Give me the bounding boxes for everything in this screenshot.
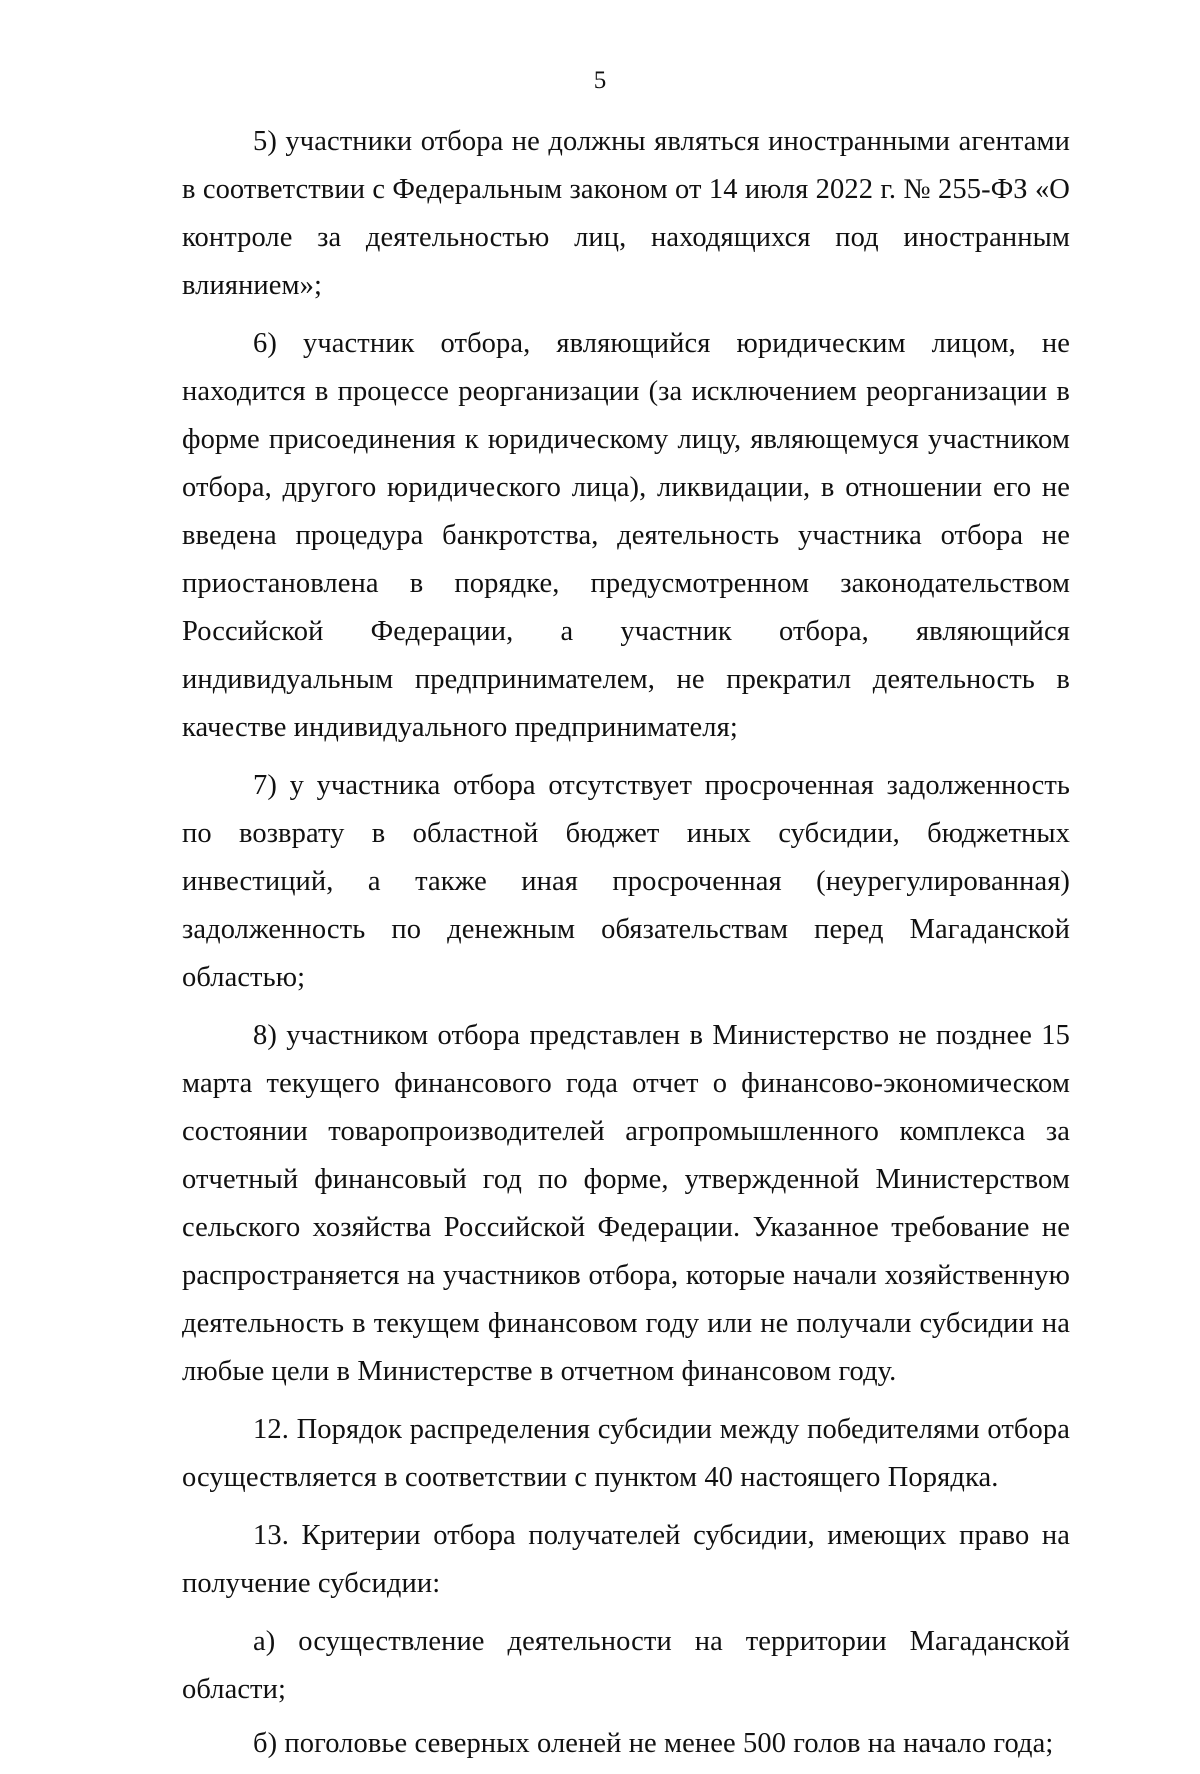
paragraph-section-12: 12. Порядок распределения субсидии между победителями отбора осуществляется в соответствии с пунктом 40 настоящего Порядка. (182, 1414, 1070, 1493)
paragraph-item-8: 8) участником отбора представлен в Министерство не позднее 15 марта текущего финансового года отчет о финансово-экономическом состоянии товаропроизводителей агропромышленного комплекса за отчетный финансовый год по форме, утвержденной Министерством сельского хозяйства Российской Федерации. Указанное требование не распространяется на участников отбора, которые начали хозяйственную деятельность в текущем финансовом году или не получали субсидии на любые цели в Министерстве в отчетном финансовом году. (182, 1020, 1070, 1387)
criterion-b: б) поголовье северных оленей не менее 500 голов на начало года; (253, 1728, 1054, 1759)
paragraph-item-6: 6) участник отбора, являющийся юридическим лицом, не находится в процессе реорганизации (за исключением реорганизации в форме присоединения к юридическому лицу, являющемуся участником отбора, другого юридического лица), ликвидации, в отношении его не введена процедура банкротства, деятельность участника отбора не приостановлена в порядке, предусмотренном законодательством Российской Федерации, а участник отбора, являющийся индивидуальным предпринимателем, не прекратил деятельность в качестве индивидуального предпринимателя; (182, 328, 1070, 743)
criterion-a: а) осуществление деятельности на территории Магаданской области; (182, 1626, 1070, 1705)
paragraph-item-7: 7) у участника отбора отсутствует просроченная задолженность по возврату в областной бюджет иных субсидии, бюджетных инвестиций, а также иная просроченная (неурегулированная) задолженность по денежным обязательствам перед Магаданской областью; (182, 770, 1070, 993)
paragraph-item-5: 5) участники отбора не должны являться иностранными агентами в соответствии с Федеральным законом от 14 июля 2022 г. № 255-ФЗ «О контроле за деятельностью лиц, находящихся под иностранным влиянием»; (182, 126, 1070, 301)
document-body (182, 118, 1070, 1774)
page-number: 5 (593, 67, 607, 94)
paragraph-section-13: 13. Критерии отбора получателей субсидии, имеющих право на получение субсидии: (182, 1520, 1070, 1599)
